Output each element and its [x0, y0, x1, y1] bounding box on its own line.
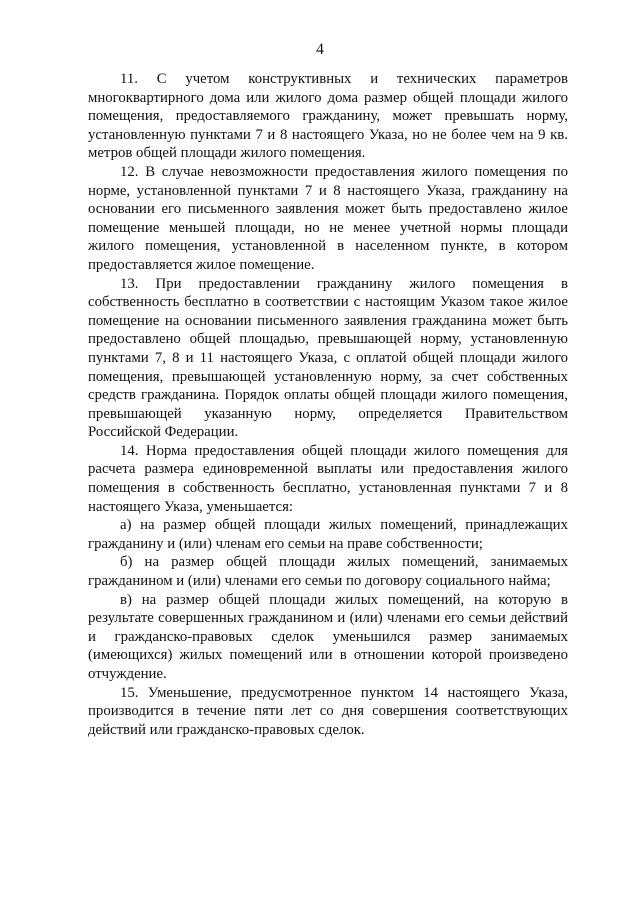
paragraph-15: 15. Уменьшение, предусмотренное пунктом 14 настоящего Указа, производится в течение пяти лет со дня совершения соответствующих действий или гражданско-правовых сделок.: [88, 684, 568, 738]
paragraph-14: 14. Норма предоставления общей площади жилого помещения для расчета размера единовременной выплаты или предоставления жилого помещения в собственность бесплатно, установленная пунктами 7 и 8 настоящего Указа, уменьшается:: [88, 442, 568, 515]
page-number: 4: [316, 41, 324, 58]
paragraph-14-subitem-a: а) на размер общей площади жилых помещений, принадлежащих гражданину и (или) членам его семьи на праве собственности;: [88, 517, 568, 552]
paragraph-14-subitem-b: б) на размер общей площади жилых помещений, занимаемых гражданином и (или) членами его семьи по договору социального найма;: [88, 554, 568, 590]
paragraph-12: 12. В случае невозможности предоставления жилого помещения по норме, установленной пунктами 7 и 8 настоящего Указа, гражданину на основании его письменного заявления может быть предоставлено жилое помещение меньшей площади, но не менее учетной нормы площади жилого помещения, установленной в населенном пункте, в котором предоставляется жилое помещение.: [88, 163, 568, 273]
paragraph-14-subitem-v: в) на размер общей площади жилых помещений, на которую в результате совершенных гражданином и (или) членами его семьи действий и гражданско-правовых сделок уменьшился размер занимаемых (имеющихся) жилых помещений или в отношении которой произведено отчуждение.: [88, 591, 568, 682]
paragraph-11: 11. С учетом конструктивных и технических параметров многоквартирного дома или жилого дома размер общей площади жилого помещения, предоставляемого гражданину, может превышать норму, установленную пунктами 7 и 8 настоящего Указа, но не более чем на 9 кв. метров общей площади жилого помещения.: [88, 71, 568, 162]
paragraph-13: 13. При предоставлении гражданину жилого помещения в собственность бесплатно в соответствии с настоящим Указом такое жилое помещение на основании письменного заявления гражданина может быть предоставлено общей площадью, превышающей норму, установленную пунктами 7, 8 и 11 настоящего Указа, с оплатой общей площади жилого помещения, превышающей установленную норму, за счет собственных средств гражданина. Порядок оплаты общей площади жилого помещения, превышающей указанную норму, определяется Правительством Российской Федерации.: [88, 275, 568, 441]
document-body: [88, 70, 568, 739]
